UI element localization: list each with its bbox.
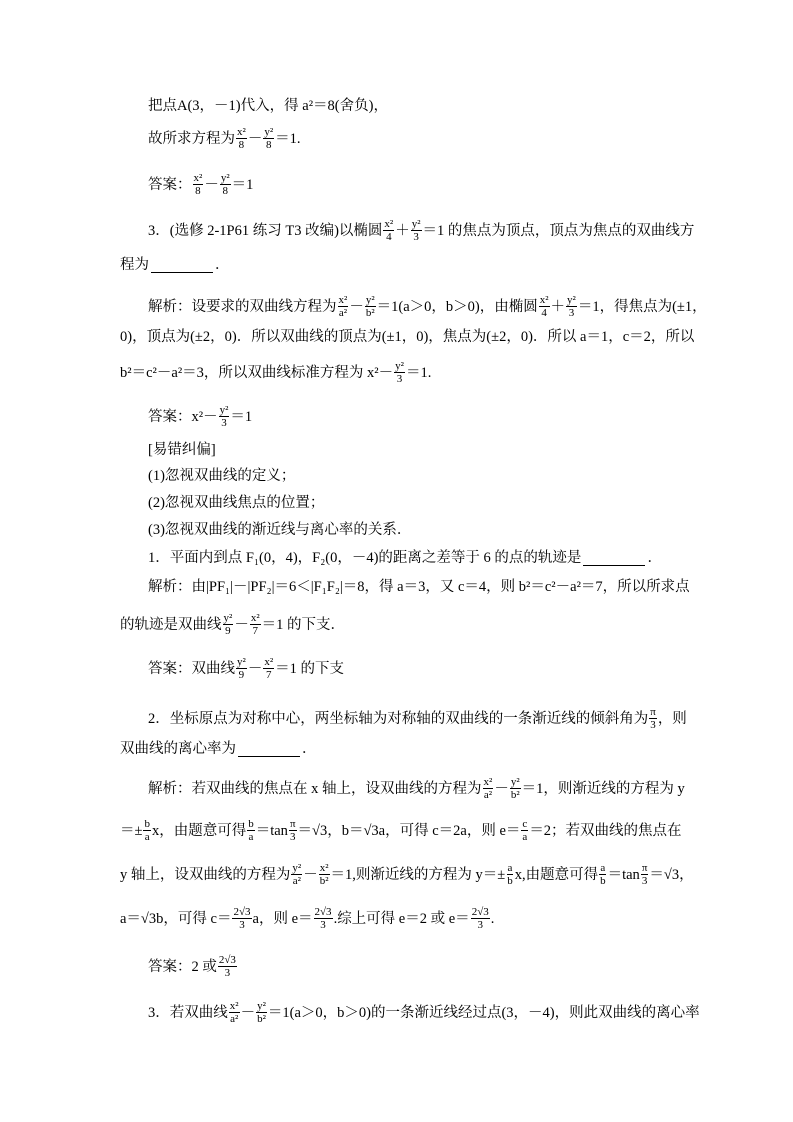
- text-segment: [易错纠偏]: [148, 442, 216, 458]
- text-segment: b: [248, 818, 254, 830]
- fraction: [193, 172, 204, 197]
- text-segment: ＝1,则渐近线的方程为 y＝±: [330, 866, 506, 883]
- text-segment: 答案：双曲线: [148, 660, 235, 677]
- section-title: [148, 440, 216, 460]
- text-segment: b: [144, 818, 150, 830]
- fraction: [383, 218, 394, 243]
- question-line: [120, 739, 317, 759]
- text-segment: 3: [650, 719, 656, 731]
- text-segment: 答案：: [148, 176, 192, 193]
- fraction: [247, 818, 255, 843]
- question-line: [148, 548, 662, 568]
- text-segment: －: [349, 298, 364, 315]
- text-segment: 3: [568, 307, 575, 319]
- text-segment: 3．若双曲线: [148, 1004, 228, 1021]
- text-segment: 3．(选修 2-1P61 练习 T3 改编)以椭圆: [148, 222, 383, 239]
- text-segment: y²: [567, 294, 576, 306]
- text-segment: 3: [289, 831, 296, 843]
- text-segment: b: [507, 875, 513, 887]
- text-segment: x²: [384, 218, 394, 230]
- answer-blank: [583, 551, 645, 566]
- text-segment: (2)忽视双曲线焦点的位置；: [148, 495, 325, 511]
- text-segment: x²: [338, 294, 348, 306]
- fraction: [566, 294, 577, 319]
- text-segment: 3: [413, 231, 419, 243]
- text-segment: 3: [224, 967, 231, 979]
- text-segment: π: [289, 818, 296, 830]
- text-segment: y²: [365, 294, 375, 306]
- fraction: [263, 126, 274, 151]
- fraction: [365, 294, 376, 319]
- text-segment: ＝tan: [607, 866, 640, 883]
- text-segment: a: [248, 831, 254, 843]
- text-segment: ，则: [657, 710, 687, 727]
- text-segment: －: [240, 1004, 256, 1021]
- text-segment: x²: [237, 126, 246, 138]
- solution-line: [120, 327, 694, 347]
- text-segment: 8: [195, 185, 201, 197]
- fraction: [506, 862, 514, 887]
- text-segment: ．: [647, 550, 662, 566]
- text-segment: 8: [222, 185, 228, 197]
- text-segment: ＝1，则渐近线的方程为 y: [521, 780, 685, 797]
- fraction: [223, 612, 234, 637]
- question-line: [148, 218, 694, 243]
- text-segment: ＝1(a＞0，b＞0)，由椭圆: [376, 298, 538, 315]
- text-segment: b²: [319, 875, 329, 887]
- text-segment: a＝√3b，可得 c＝: [120, 910, 232, 927]
- text-segment: 4: [386, 231, 392, 243]
- text-segment: b²: [510, 789, 520, 801]
- answer-line: [148, 404, 252, 429]
- solution-line: [148, 294, 707, 319]
- text-segment: ＋: [550, 298, 566, 315]
- fraction: [521, 818, 528, 843]
- fraction: [218, 954, 237, 979]
- answer-blank: [238, 742, 300, 757]
- text-segment: x²: [193, 172, 203, 184]
- fraction: [291, 862, 302, 887]
- fraction: [236, 126, 247, 151]
- text-segment: 3: [396, 373, 403, 385]
- text-segment: y²: [237, 656, 246, 668]
- text-segment: x²: [319, 862, 329, 874]
- text-segment: ＝1(a＞0，b＞0)的一条渐近线经过点(3，－4)，则此双曲线的离心率: [267, 1004, 700, 1021]
- text-segment: π: [650, 706, 656, 718]
- text-segment: y²: [223, 612, 233, 624]
- fraction: [338, 294, 349, 319]
- text-segment: 双曲线的离心率为: [120, 741, 236, 757]
- text-segment: 9: [238, 669, 245, 681]
- text-segment: 2√3: [233, 906, 251, 918]
- answer-line: [148, 656, 344, 681]
- text-segment: a: [522, 831, 528, 843]
- text-segment: 的轨迹是双曲线: [120, 616, 222, 633]
- list-item: [148, 466, 295, 486]
- text-segment: 解析：若双曲线的焦点在 x 轴上，设双曲线的方程为: [148, 780, 482, 797]
- text-segment: 2．坐标原点为对称中心，两坐标轴为对称轴的双曲线的一条渐近线的倾斜角为: [148, 710, 649, 727]
- answer-line: [148, 954, 238, 979]
- text-segment: (1)忽视双曲线的定义；: [148, 468, 296, 484]
- text-segment: 8: [238, 139, 245, 151]
- text-segment: y²: [220, 172, 230, 184]
- text-segment: 2√3: [314, 906, 332, 918]
- text-segment: y²: [292, 862, 302, 874]
- fraction: [232, 906, 251, 931]
- text-segment: 3: [477, 919, 483, 931]
- fraction: [250, 612, 261, 637]
- text-segment: a，则 e＝: [252, 910, 313, 927]
- text-segment: ．: [215, 257, 230, 273]
- text-segment: －: [247, 130, 263, 147]
- text-segment: －: [247, 660, 263, 677]
- solution-line: [120, 862, 694, 887]
- text-segment: 0)，顶点为(±2，0)．所以双曲线的顶点为(±1，0)，焦点为(±2，0)．所以 a＝1，c＝2，所以: [120, 329, 695, 345]
- text-segment: ＝1: [231, 176, 254, 193]
- text-segment: x²: [229, 1000, 239, 1012]
- fraction: [599, 862, 607, 887]
- text-segment: c: [522, 818, 528, 830]
- text-segment: －: [303, 866, 318, 883]
- text-segment: 答案：x²－: [148, 408, 218, 425]
- text-segment: ＝1，得焦点为(±1，: [577, 298, 707, 315]
- question-line: [120, 255, 230, 275]
- fraction: [641, 862, 649, 887]
- solution-line: [148, 577, 690, 597]
- text-segment: ＝tan: [255, 822, 288, 839]
- text-segment: y²: [264, 126, 274, 138]
- text-segment: (3)忽视双曲线的渐近线与离心率的关系．: [148, 522, 412, 538]
- text-segment: ＋: [395, 222, 410, 239]
- text-segment: 1．平面内到点 F₁(0，4)，F₂(0，－4)的距离之差等于 6 的点的轨迹是: [148, 550, 582, 566]
- solution-line: [148, 776, 685, 801]
- text-segment: 把点A(3，－1)代入，得 a²＝8(舍负)，: [148, 98, 388, 114]
- text-segment: ＝2；若双曲线的焦点在: [529, 822, 682, 839]
- text-segment: ＝±: [120, 822, 143, 839]
- fraction: [319, 862, 330, 887]
- text-segment: －: [204, 176, 219, 193]
- text-segment: b: [600, 875, 606, 887]
- fraction: [143, 818, 151, 843]
- text-segment: a: [507, 862, 513, 874]
- fraction: [229, 1000, 240, 1025]
- text-segment: y²: [411, 218, 421, 230]
- text-segment: x²: [250, 612, 260, 624]
- text-segment: y²: [219, 404, 229, 416]
- text-segment: 2√3: [218, 954, 236, 966]
- text-segment: a²: [483, 789, 492, 801]
- question-line: [148, 1000, 700, 1025]
- text-segment: 4: [541, 307, 547, 319]
- fraction: [236, 656, 247, 681]
- list-item: [148, 520, 411, 540]
- text-segment: ＝1 的下支．: [261, 616, 345, 633]
- text-line: [148, 126, 301, 151]
- text-segment: ＝√3，: [649, 866, 694, 883]
- text-segment: 解析：设要求的双曲线方程为: [148, 298, 337, 315]
- text-segment: －: [234, 616, 249, 633]
- text-segment: 8: [265, 139, 272, 151]
- fraction: [483, 776, 494, 801]
- fraction: [471, 906, 490, 931]
- text-segment: ．: [302, 741, 317, 757]
- fraction: [510, 776, 521, 801]
- text-segment: 2√3: [471, 906, 489, 918]
- solution-line: [120, 612, 345, 637]
- text-segment: b²: [257, 1013, 266, 1025]
- fraction: [256, 1000, 267, 1025]
- fraction: [289, 818, 297, 843]
- answer-line: [148, 172, 253, 197]
- text-segment: a²: [230, 1013, 239, 1025]
- answer-blank: [151, 258, 213, 273]
- text-segment: x,由题意可得: [514, 866, 599, 883]
- text-segment: 程为: [120, 257, 149, 273]
- text-segment: 3: [221, 417, 227, 429]
- text-segment: 3: [320, 919, 326, 931]
- text-segment: a²: [338, 307, 347, 319]
- text-segment: x²: [539, 294, 549, 306]
- text-segment: y 轴上，设双曲线的方程为: [120, 866, 291, 883]
- text-segment: 答案：2 或: [148, 958, 217, 975]
- text-segment: ＝1: [230, 408, 253, 425]
- question-line: [148, 706, 687, 731]
- text-segment: x，由题意可得: [151, 822, 247, 839]
- text-segment: y²: [395, 360, 404, 372]
- solution-line: [120, 906, 494, 931]
- solution-line: [120, 360, 431, 385]
- text-segment: x²: [264, 656, 274, 668]
- text-segment: 7: [265, 669, 272, 681]
- text-line: [148, 96, 388, 116]
- text-segment: ＝1 的下支: [275, 660, 344, 677]
- text-segment: 故所求方程为: [148, 130, 235, 147]
- text-segment: b²＝c²－a²＝3，所以双曲线标准方程为 x²－: [120, 364, 394, 381]
- text-segment: 3: [641, 875, 648, 887]
- list-item: [148, 493, 324, 513]
- text-segment: ＝1 的焦点为顶点，顶点为焦点的双曲线方: [422, 222, 695, 239]
- fraction: [314, 906, 333, 931]
- text-segment: y²: [257, 1000, 266, 1012]
- text-segment: ＝1.: [405, 364, 432, 381]
- text-segment: b²: [365, 307, 375, 319]
- text-segment: a: [144, 831, 150, 843]
- text-segment: y²: [510, 776, 520, 788]
- text-segment: .: [490, 910, 495, 927]
- fraction: [394, 360, 405, 385]
- text-segment: 7: [252, 625, 258, 637]
- text-segment: －: [494, 780, 509, 797]
- text-segment: a: [600, 862, 606, 874]
- text-segment: 3: [239, 919, 245, 931]
- text-segment: ＝1.: [275, 130, 301, 147]
- fraction: [263, 656, 274, 681]
- fraction: [220, 172, 231, 197]
- fraction: [219, 404, 230, 429]
- text-segment: ＝√3，b＝√3a，可得 c＝2a，则 e＝: [297, 822, 521, 839]
- fraction: [649, 706, 657, 731]
- solution-line: [120, 818, 682, 843]
- text-segment: 9: [225, 625, 231, 637]
- text-segment: a²: [292, 875, 301, 887]
- text-segment: 解析：由|PF₁|－|PF₂|＝6＜|F₁F₂|＝8，得 a＝3，又 c＝4，则 b²＝c²－a²＝7，所以所求点: [148, 579, 690, 595]
- text-segment: x²: [483, 776, 493, 788]
- text-segment: .综上可得 e＝2 或 e＝: [333, 910, 470, 927]
- text-segment: π: [641, 862, 648, 874]
- fraction: [411, 218, 422, 243]
- fraction: [539, 294, 550, 319]
